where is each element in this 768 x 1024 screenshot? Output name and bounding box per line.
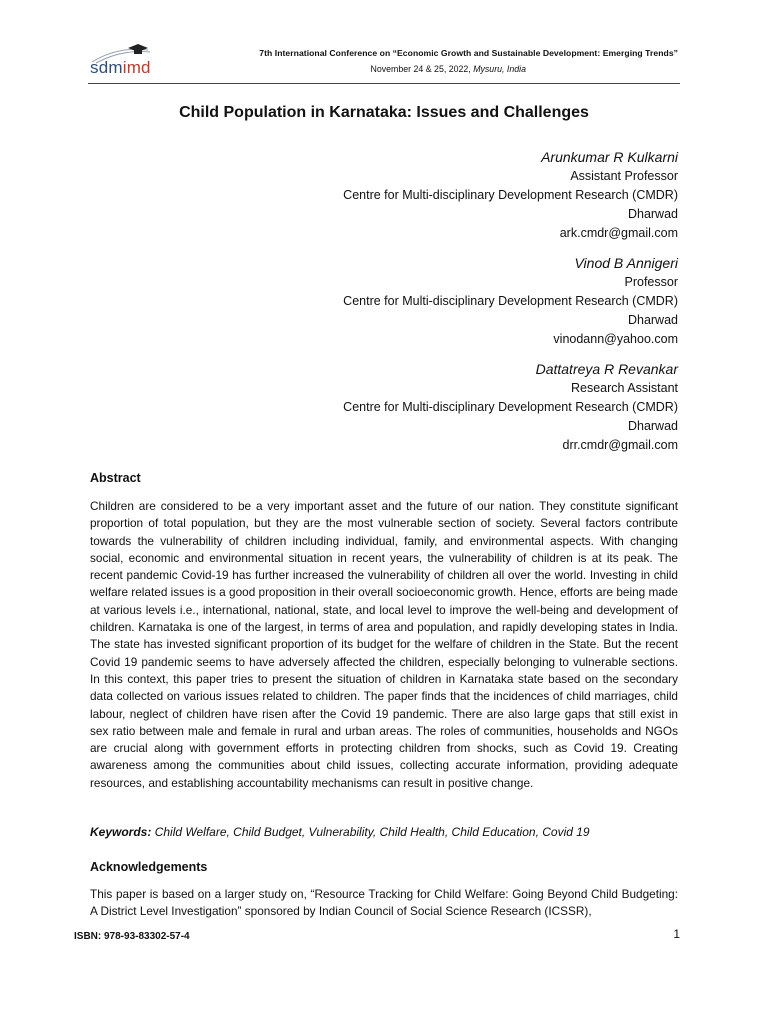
author-email[interactable]: vinodann@yahoo.com: [553, 332, 678, 346]
conference-title: 7th International Conference on “Economic Growth and Sustainable Development: Emerging Trends”: [259, 48, 678, 58]
author-list: [300, 147, 678, 465]
conference-date: [180, 64, 526, 74]
keywords-text: Child Welfare, Child Budget, Vulnerability, Child Health, Child Education, Covid 19: [154, 825, 590, 839]
isbn-footer: ISBN: 978-93-83302-57-4: [74, 931, 190, 942]
logo-wordmark: [90, 58, 151, 78]
conference-date-text: November 24 & 25, 2022,: [370, 64, 471, 74]
author-role: Professor: [624, 275, 678, 289]
author-email[interactable]: drr.cmdr@gmail.com: [562, 438, 678, 452]
abstract-text: Children are considered to be a very important asset and the future of our nation. They constitute significant proportion of total population, but they are the most vulnerable section of society. Several factors contribute towards the vulnerability of children including individual, family, and environmental aspects. With changing social, economic and environmental situation in recent years, the vulnerability of children is at its peak. The recent pandemic Covid-19 has further increased the vulnerability of children all over the world. Investing in child welfare related issues is a good proposition in their overall socioeconomic growth. Hence, efforts are being made at various levels i.e., international, national, state, and local level to improve the well-being and development of children. Karnataka is one of the largest, in terms of area and population, and rapidly developing states in India. The state has invested significant proportion of its budget for the welfare of children in the State. But the recent Covid 19 pandemic seems to have adversely affected the children, especially belonging to vulnerable sections. In this context, this paper tries to present the situation of children in Karnataka state based on the secondary data collected on various issues related to children. The paper finds that the incidences of child marriages, child labour, neglect of children have risen after the Covid 19 pandemic. There are also large gaps that still exist in sex ratio between male and female in rural and urban areas. The roles of communities, households and NGOs are crucial along with government efforts in protecting children from shocks, such as Covid 19. Creating awareness among the communities about child issues, collecting accurate information, providing adequate resources, and establishing accountability mechanisms can result in positive change.: [90, 499, 678, 790]
author-affiliation: Centre for Multi-disciplinary Development Research (CMDR): [343, 294, 678, 308]
keywords-label: Keywords:: [90, 825, 152, 839]
author-city: Dharwad: [627, 313, 678, 327]
acknowledgements-heading: Acknowledgements: [90, 860, 208, 874]
author-block: [300, 253, 678, 349]
logo-text-imd: imd: [122, 58, 151, 77]
conference-place: Mysuru, India: [473, 64, 526, 74]
author-block: [300, 359, 678, 455]
author-affiliation: Centre for Multi-disciplinary Development Research (CMDR): [343, 400, 678, 414]
acknowledgements-text: This paper is based on a larger study on, “Resource Tracking for Child Welfare: Going Beyond Child Budgeting: A District Level Investigation” sponsored by Indian Council of Social Science Research (ICSSR),: [90, 887, 678, 919]
author-role: Research Assistant: [571, 381, 678, 395]
sdmimd-logo: [88, 42, 178, 82]
author-city: Dharwad: [627, 419, 678, 433]
author-name: Dattatreya R Revankar: [535, 361, 678, 377]
author-affiliation: Centre for Multi-disciplinary Development Research (CMDR): [343, 188, 678, 202]
keywords-line: [90, 825, 678, 839]
page-number: 1: [673, 927, 680, 941]
author-name: Vinod B Annigeri: [574, 255, 678, 271]
author-email[interactable]: ark.cmdr@gmail.com: [559, 226, 678, 240]
author-block: [300, 147, 678, 243]
author-role: Assistant Professor: [570, 169, 678, 183]
author-city: Dharwad: [627, 207, 678, 221]
author-name: Arunkumar R Kulkarni: [541, 149, 678, 165]
abstract-heading: Abstract: [90, 471, 141, 485]
paper-title: Child Population in Karnataka: Issues and Challenges: [179, 104, 589, 121]
header-rule: [88, 83, 680, 84]
logo-text-sdm: sdm: [90, 58, 123, 77]
